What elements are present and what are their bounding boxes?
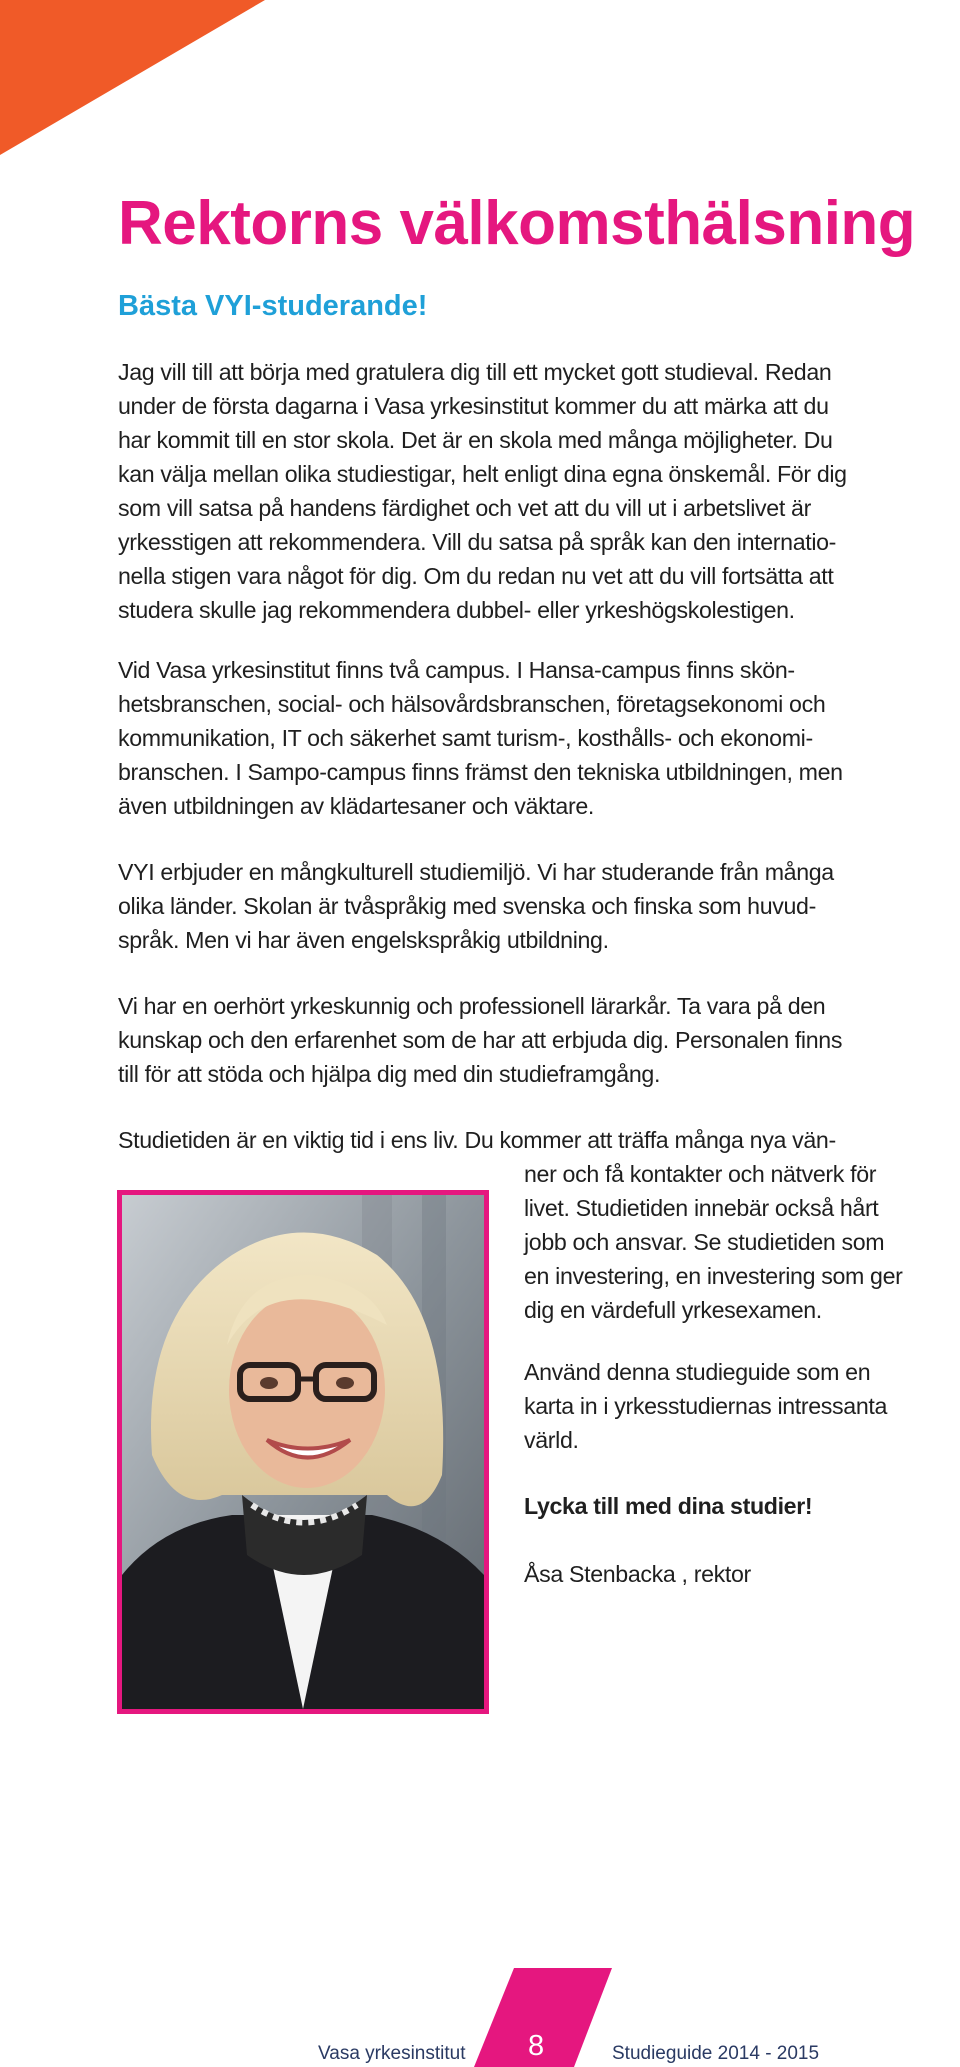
greeting: Bästa VYI-studerande! — [118, 290, 428, 322]
footer-guide-title: Studieguide 2014 - 2015 — [612, 2043, 820, 2064]
closing-line: Lycka till med dina studier! — [524, 1493, 813, 1519]
paragraph-5-lead: Studietiden är en viktig tid i ens liv. Du kommer att träffa många nya vän- — [118, 1127, 836, 1153]
paragraph-1: Jag vill till att börja med gratulera dig till ett mycket gott studieval. Redan under de första dagarna i Vasa yrkesinstitut kommer du att märka att du har kommit till en stor skola. Det är en skola med många möjligheter. Du kan välja mellan olika studiestigar, helt enligt dina egna önskemål. För dig som vill satsa på handens färdighet och vet att du vill ut i arbetslivet är yrkesstigen att rekommendera. Vill du satsa på språk kan den internatio- nella stigen vara något för dig. Om du redan nu vet att du vill fortsätta att studera skulle jag rekommendera dubbel- eller yrkeshögskolestigen. — [118, 359, 847, 623]
portrait-illustration — [122, 1195, 484, 1709]
signature: Åsa Stenbacka , rektor — [524, 1561, 751, 1587]
corner-decoration — [0, 0, 265, 155]
page-title: Rektorns välkomsthälsning — [118, 189, 916, 258]
footer-school-name: Vasa yrkesinstitut — [318, 2043, 466, 2064]
paragraph-5-continued: ner och få kontakter och nätverk för livet. Studietiden innebär också hårt jobb och ansvar. Se studietiden som en investering, en investering som ger dig en värdefull yrkesexamen. — [524, 1161, 903, 1323]
principal-photo — [117, 1190, 489, 1714]
paragraph-2: Vid Vasa yrkesinstitut finns två campus. I Hansa-campus finns skön- hetsbranschen, social- och hälsovårdsbranschen, företagsekonomi och kommunikation, IT och säkerhet samt turism-, kosthålls- och ekonomi- branschen. I Sampo-campus finns främst den tekniska utbildningen, men även utbildningen av klädartesaner och väktare. — [118, 657, 843, 819]
paragraph-6: Använd denna studieguide som en karta in i yrkesstudiernas intressanta värld. — [524, 1359, 888, 1453]
page-number: 8 — [528, 2030, 545, 2062]
paragraph-4: Vi har en oerhört yrkeskunnig och professionell lärarkår. Ta vara på den kunskap och den erfarenhet som de har att erbjuda dig. Personalen finns till för att stöda och hjälpa dig med din studieframgång. — [118, 993, 843, 1087]
paragraph-3: VYI erbjuder en mångkulturell studiemiljö. Vi har studerande från många olika länder. Skolan är tvåspråkig med svenska och finska som huvud- språk. Men vi har även engelskspråkig utbildning. — [118, 859, 834, 953]
